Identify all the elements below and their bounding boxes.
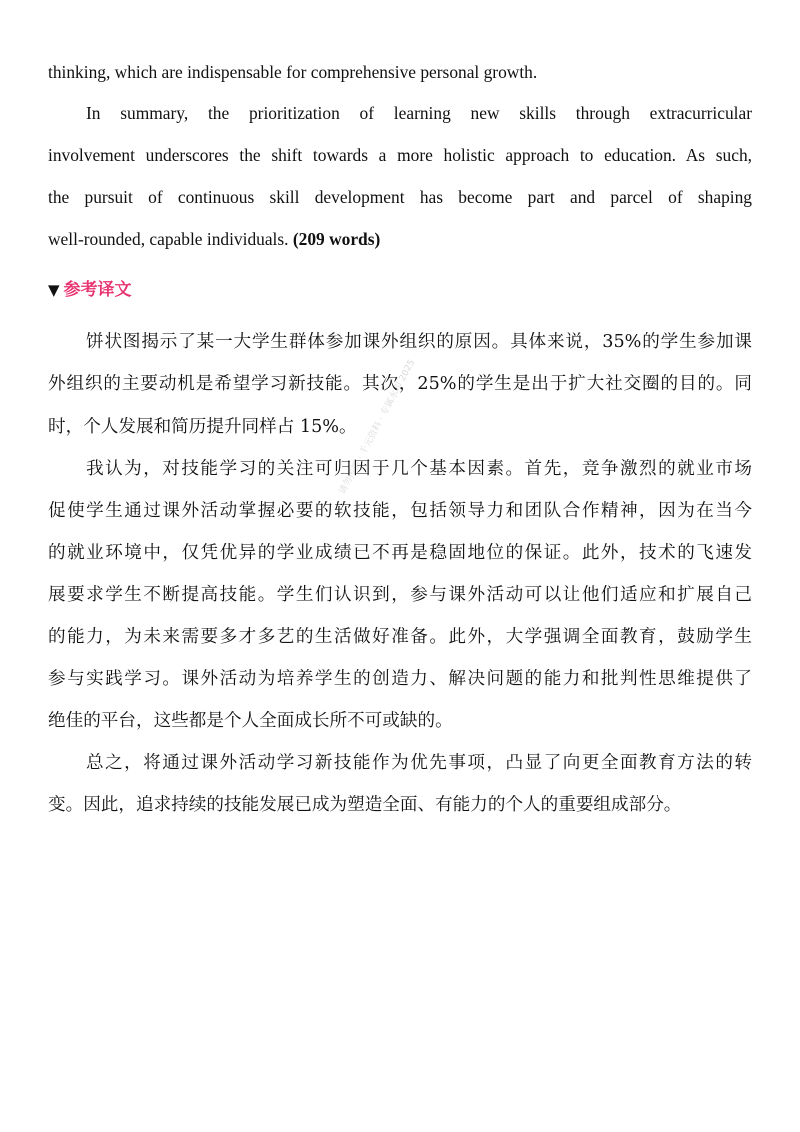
chinese-paragraph-2-line-4: 展要求学生不断提高技能。学生们认识到，参与课外活动可以让他们适应和扩展自己 (48, 585, 752, 605)
chinese-paragraph-2-line-2: 促使学生通过课外活动掌握必要的软技能，包括领导力和团队合作精神，因为在当今 (48, 501, 752, 521)
chinese-paragraph-1-line-1: 饼状图揭示了某一大学生群体参加课外组织的原因。具体来说，35%的学生参加课 (86, 332, 752, 352)
english-paragraph-2-line-2: involvement underscores the shift towards a more holistic approach to education. As such, (48, 145, 752, 165)
chinese-paragraph-2-line-5: 的能力，为未来需要多才多艺的生活做好准备。此外，大学强调全面教育，鼓励学生 (48, 627, 752, 647)
word-count: (209 words) (292, 229, 381, 249)
chinese-paragraph-2-line-3: 的就业环境中，仅凭优异的学业成绩已不再是稳固地位的保证。此外，技术的飞速发 (48, 543, 752, 563)
section-heading-title: 参考译文 (63, 280, 132, 300)
chinese-paragraph-3-line-1: 总之，将通过课外活动学习新技能作为优先事项，凸显了向更全面教育方法的转 (86, 753, 752, 773)
section-heading (48, 278, 132, 302)
chinese-paragraph-2-line-1: 我认为，对技能学习的关注可归因于几个基本因素。首先，竞争激烈的就业市场 (86, 459, 752, 479)
chinese-paragraph-2-line-7: 绝佳的平台，这些都是个人全面成长所不可或缺的。 (48, 711, 453, 731)
chinese-paragraph-3-line-2: 变。因此，追求持续的技能发展已成为塑造全面、有能力的个人的重要组成部分。 (48, 795, 682, 815)
chinese-paragraph-1-line-2: 外组织的主要动机是希望学习新技能。其次，25%的学生是出于扩大社交圈的目的。同 (48, 374, 752, 394)
english-paragraph-2-line-3: the pursuit of continuous skill development has become part and parcel of shaping (48, 187, 752, 207)
english-paragraph-2-line-1: In summary, the prioritization of learning new skills through extracurricular (86, 103, 752, 123)
english-last-line-text: well-rounded, capable individuals. (48, 229, 293, 249)
english-paragraph-1-line-1: thinking, which are indispensable for comprehensive personal growth. (48, 62, 538, 82)
chinese-paragraph-1-line-3: 时，个人发展和简历提升同样占 15%。 (48, 417, 357, 437)
english-paragraph-2-line-4 (48, 229, 752, 249)
chinese-paragraph-2-line-6: 参与实践学习。课外活动为培养学生的创造力、解决问题的能力和批判性思维提供了 (48, 669, 752, 689)
watermark: 请勿传播 · 千元资料 · 专属水印 2025 (337, 358, 418, 497)
triangle-marker-icon: ▼ (48, 281, 60, 299)
